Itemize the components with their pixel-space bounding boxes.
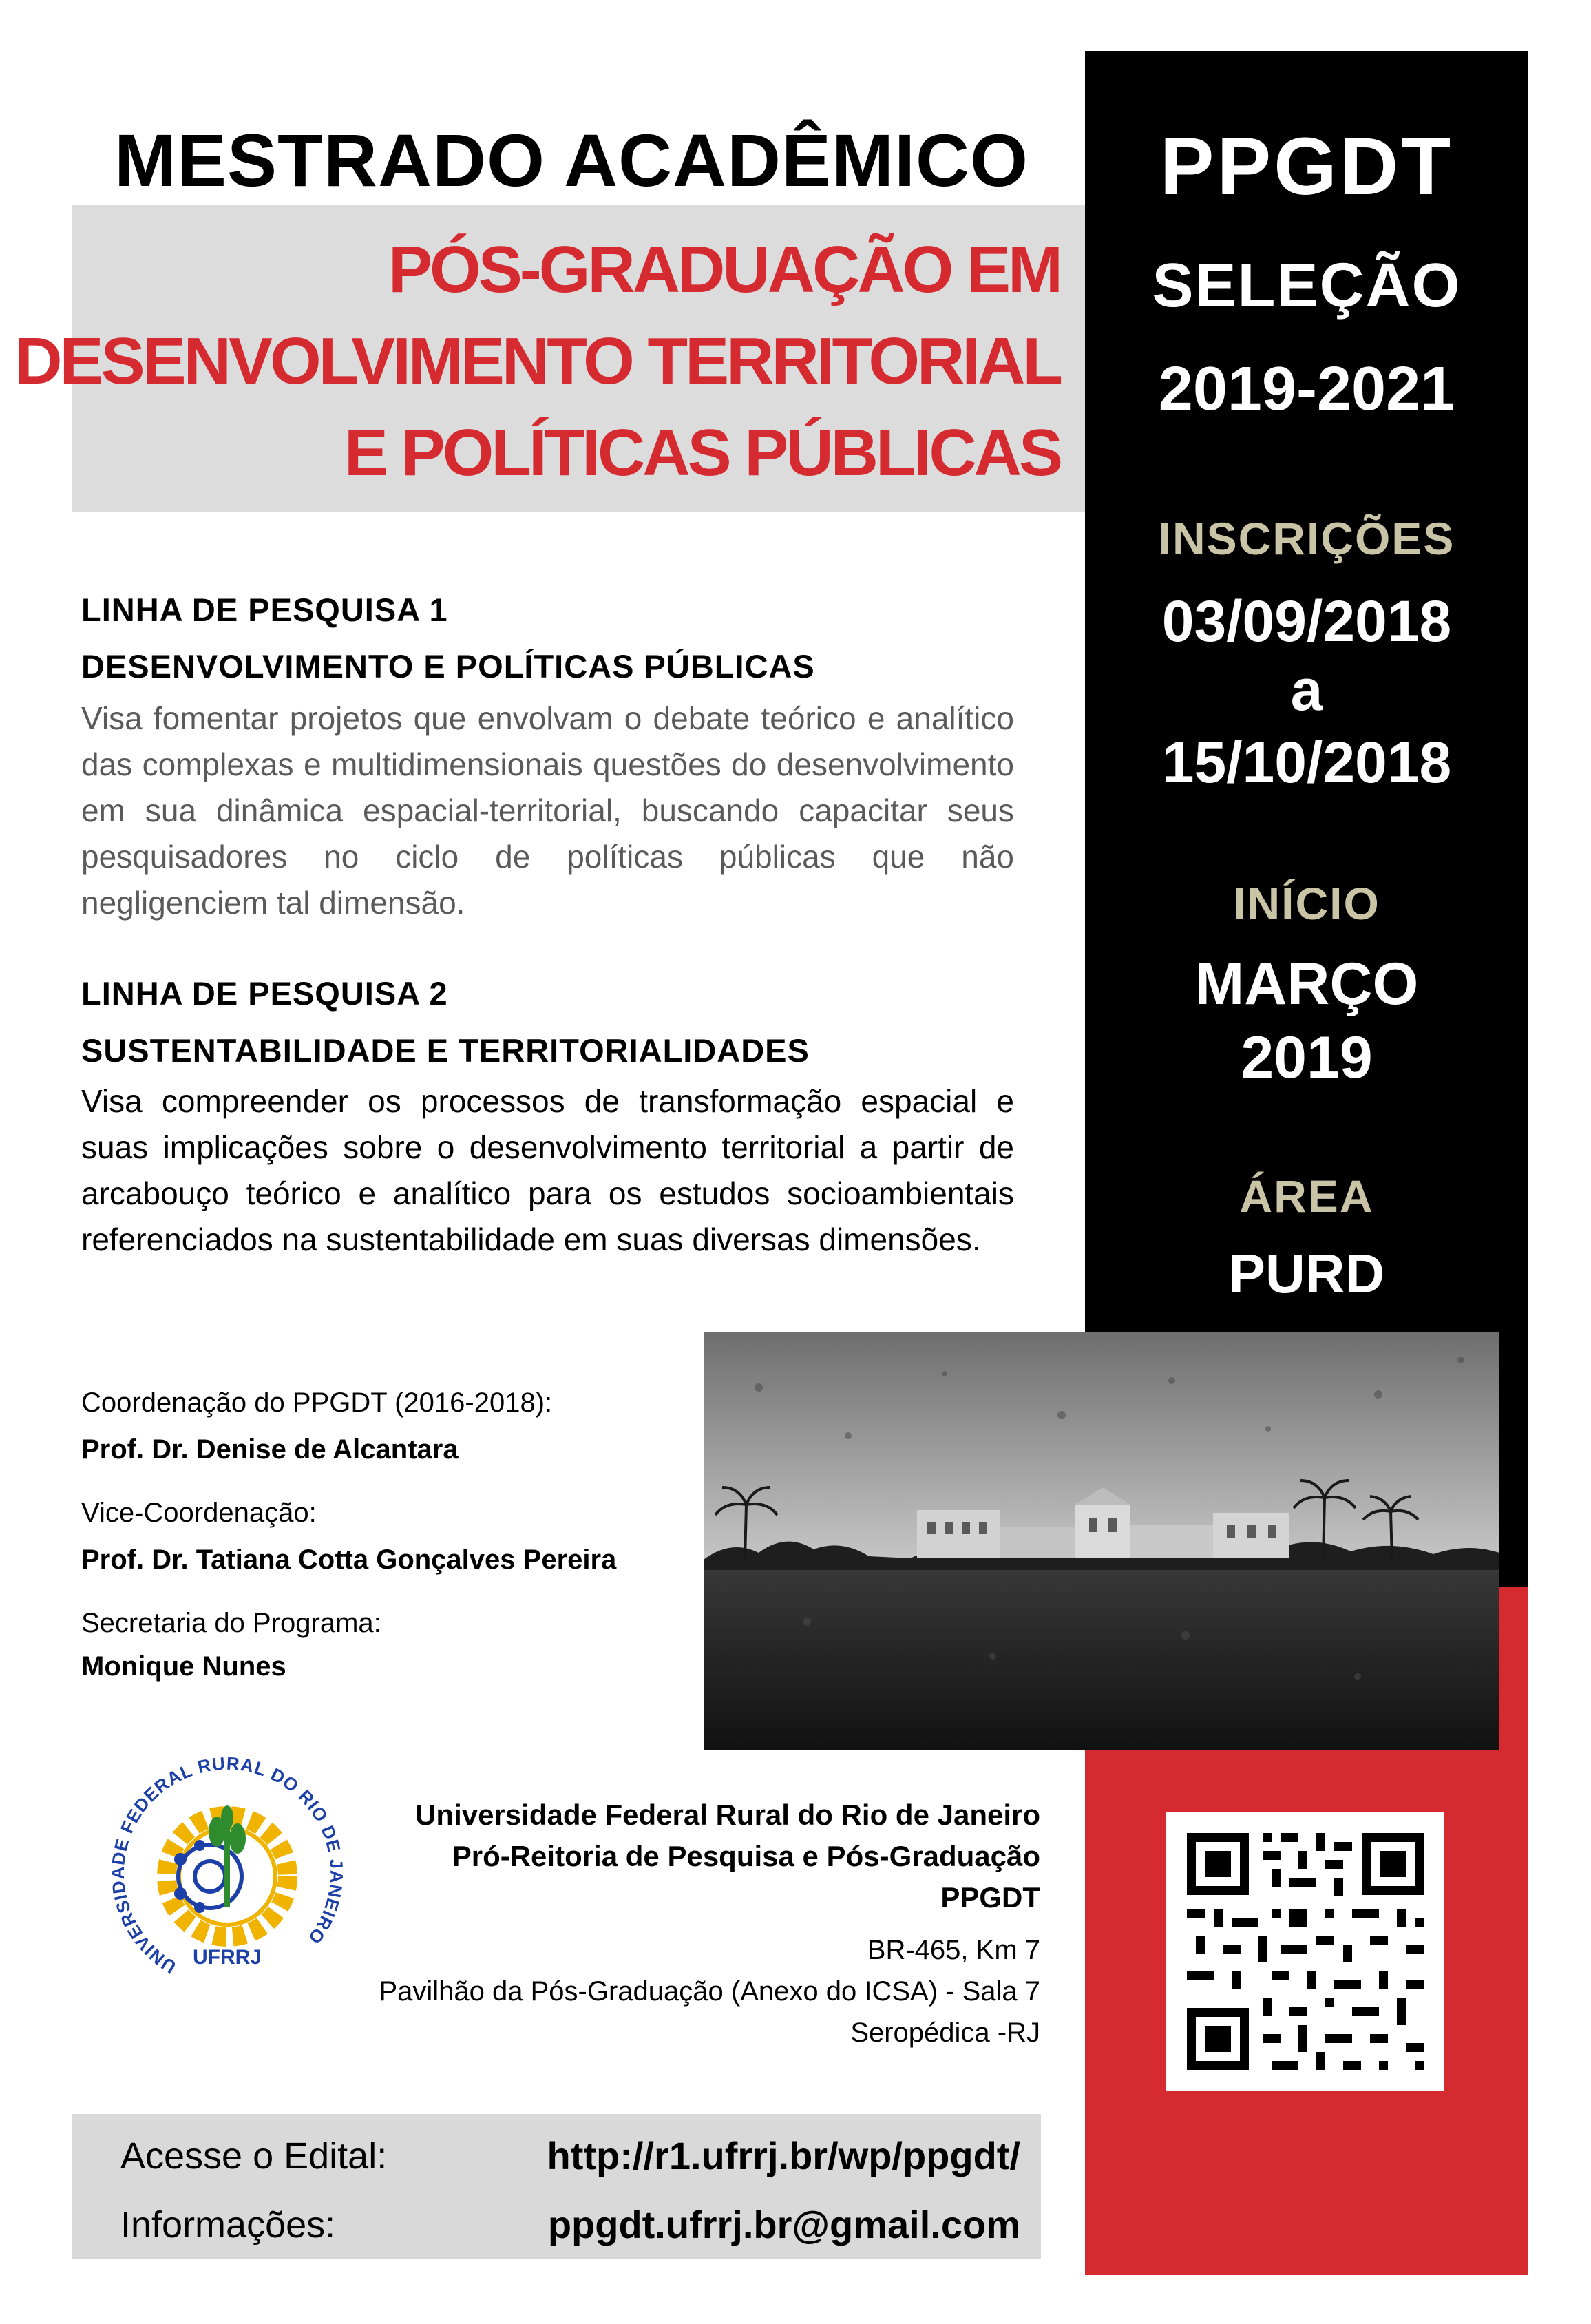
qr-code-icon[interactable] [1166, 1812, 1444, 2091]
research-line-2-heading: LINHA DE PESQUISA 2 [81, 975, 448, 1012]
registration-start: 03/09/2018 [1161, 589, 1452, 653]
address-dean: Pró-Reitoria de Pesquisa e Pós-Graduação [452, 1840, 1040, 1872]
start-label: INÍCIO [1233, 878, 1380, 929]
research-line-1-description: Visa fomentar projetos que envolvam o debate teórico e analítico das complexas e multidimensionais questões do desenvolvimento em sua dinâmica espacial-territorial, buscando capacitar seus pesquisadores no ciclo de políticas públicas que não negligenciem tal dimensão. [81, 700, 1014, 921]
coordination-label: Coordenação do PPGDT (2016-2018): [81, 1388, 553, 1418]
campus-photo [704, 1332, 1499, 1750]
research-line-2-title: SUSTENTABILIDADE E TERRITORIALIDADES [81, 1032, 810, 1069]
subtitle-banner [14, 205, 1086, 512]
secretary-label: Secretaria do Programa: [81, 1608, 381, 1638]
address-line-2: Pavilhão da Pós-Graduação (Anexo do ICSA) - Sala 7 [379, 1976, 1040, 2007]
selection-label: SELEÇÃO [1152, 251, 1462, 320]
ufrrj-logo-icon [103, 1749, 351, 2011]
logo-acronym: UFRRJ [192, 1946, 262, 1969]
registration-label: INSCRIÇÕES [1158, 513, 1455, 564]
registration-separator: a [1290, 658, 1323, 722]
subtitle-line-1: PÓS-GRADUAÇÃO EM [388, 233, 1060, 306]
address-program: PPGDT [940, 1881, 1040, 1914]
coordination-name: Prof. Dr. Denise de Alcantara [81, 1434, 459, 1465]
edital-label: Acesse o Edital: [120, 2135, 388, 2177]
start-year: 2019 [1241, 1025, 1373, 1091]
selection-years: 2019-2021 [1158, 355, 1455, 423]
info-label: Informações: [120, 2204, 336, 2246]
research-line-2-description: Visa compreender os processos de transformação espacial e suas implicações sobre o desenvolvimento territorial a partir de arcabouço teórico e analítico para os estudos socioambientais referenciados na sustentabilidade em suas diversas dimensões. [81, 1083, 1014, 1257]
edital-link[interactable]: http://r1.ufrrj.br/wp/ppgdt/ [547, 2134, 1020, 2177]
research-line-1-heading: LINHA DE PESQUISA 1 [81, 592, 448, 628]
registration-end: 15/10/2018 [1161, 730, 1452, 795]
secretary-name: Monique Nunes [81, 1651, 286, 1682]
vice-coordination-label: Vice-Coordenação: [81, 1498, 317, 1528]
start-month: MARÇO [1194, 951, 1419, 1017]
address-university: Universidade Federal Rural do Rio de Janeiro [415, 1799, 1040, 1831]
program-name: PPGDT [1159, 121, 1454, 212]
footer-panel [72, 2114, 1041, 2259]
subtitle-line-2: DESENVOLVIMENTO TERRITORIAL [14, 324, 1060, 398]
address-line-1: BR-465, Km 7 [867, 1935, 1040, 1965]
info-email-link[interactable]: ppgdt.ufrrj.br@gmail.com [547, 2203, 1020, 2246]
area-value: PURD [1228, 1243, 1385, 1304]
vice-coordination-name: Prof. Dr. Tatiana Cotta Gonçalves Pereira [81, 1545, 617, 1575]
area-label: ÁREA [1239, 1171, 1374, 1222]
page-title: MESTRADO ACADÊMICO [114, 118, 1029, 202]
logo-ring-text: UNIVERSIDADE FEDERAL RURAL DO RIO DE JANEIRO [107, 1752, 348, 1978]
subtitle-line-3: E POLÍTICAS PÚBLICAS [344, 416, 1060, 490]
research-line-1-title: DESENVOLVIMENTO E POLÍTICAS PÚBLICAS [81, 648, 815, 684]
address-line-3: Seropédica -RJ [850, 2018, 1040, 2048]
